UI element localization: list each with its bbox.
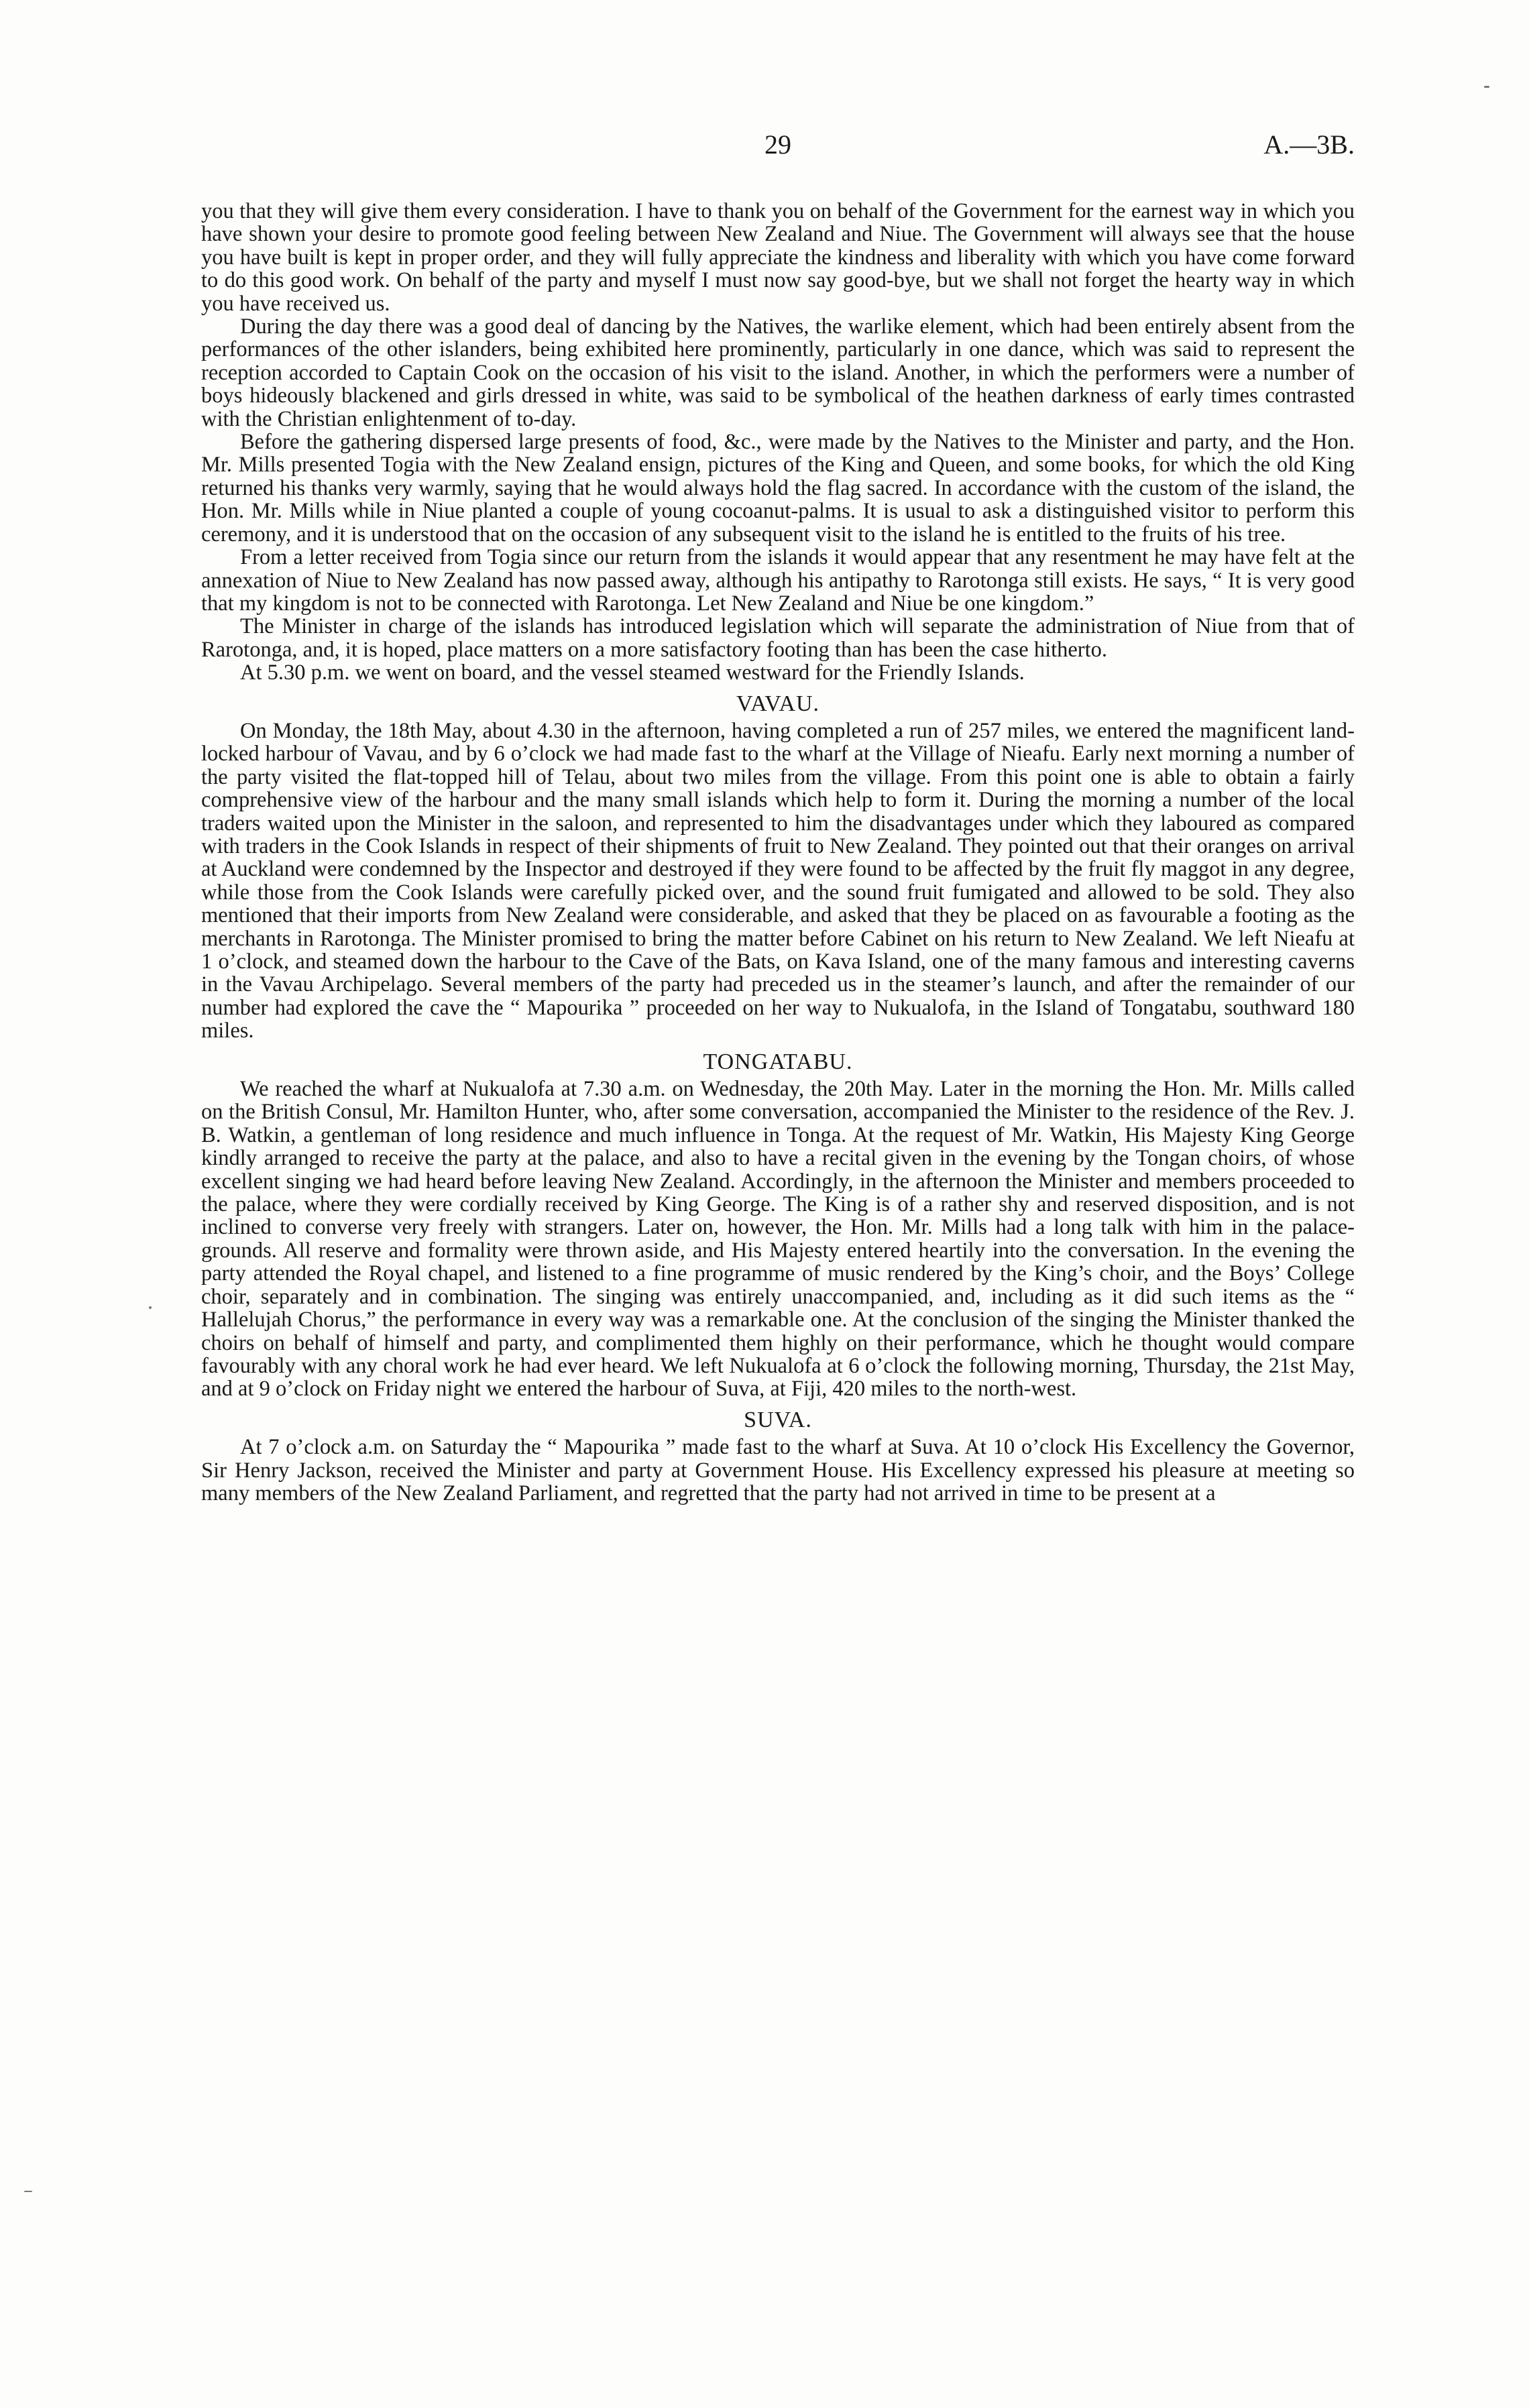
paragraph: During the day there was a good deal of dancing by the Natives, the warlike element, which had been entirely absent from the performances of the other islanders, being exhibited here prominently, particularly in one dance, which was said to represent the reception accorded to Captain Cook on the occasion of his visit to the island. Another, in which the performers were a number of boys hideously blackened and girls dressed in white, was said to be symbolical of the heathen darkness of early times contrasted with the Christian enlightenment of to-day. bbox=[201, 314, 1355, 431]
page-body bbox=[201, 200, 1355, 1505]
document-reference: A.—3B. bbox=[1263, 129, 1355, 160]
paragraph: you that they will give them every consideration. I have to thank you on behalf of the Government for the earnest way in which you have shown your desire to promote good feeling between New Zealand and Niue. The Government will always see that the house you have built is kept in proper order, and they will fully appreciate the kindness and liberality with which you have come forward to do this good work. On behalf of the party and myself I must now say good-bye, but we shall not forget the hearty way in which you have received us. bbox=[201, 199, 1355, 316]
page-number: 29 bbox=[764, 129, 791, 160]
scan-mark bbox=[24, 2191, 32, 2192]
section-heading-vavau: VAVAU. bbox=[736, 691, 820, 716]
section-heading-tongatabu: TONGATABU. bbox=[703, 1049, 853, 1074]
scan-mark bbox=[149, 1306, 152, 1309]
section-heading-suva: SUVA. bbox=[744, 1407, 812, 1432]
scan-mark bbox=[1484, 86, 1489, 88]
paragraph: Before the gathering dispersed large presents of food, &c., were made by the Natives to the Minister and party, and the Hon. Mr. Mills presented Togia with the New Zealand ensign, pictures of the King and Queen, and some books, for which the old King returned his thanks very warmly, saying that he would always hold the flag sacred. In accordance with the custom of the island, the Hon. Mr. Mills while in Niue planted a couple of young cocoanut-palms. It is usual to ask a distinguished visitor to perform this ceremony, and it is understood that on the occasion of any subsequent visit to the island he is entitled to the fruits of his tree. bbox=[201, 430, 1355, 547]
paragraph: At 5.30 p.m. we went on board, and the vessel steamed westward for the Friendly Islands. bbox=[240, 661, 1025, 685]
paragraph: We reached the wharf at Nukualofa at 7.30 a.m. on Wednesday, the 20th May. Later in the morning the Hon. Mr. Mills called on the British Consul, Mr. Hamilton Hunter, who, after some conversation, accompanied the Minister to the residence of the Rev. J. B. Watkin, a gentleman of long residence and much influence in Tonga. At the request of Mr. Watkin, His Majesty King George kindly arranged to receive the party at the palace, and also to have a recital given in the evening by the Tongan choirs, of whose excellent singing we had heard before leaving New Zealand. Accordingly, in the afternoon the Minister and members proceeded to the palace, where they were cordially received by King George. The King is of a rather shy and reserved disposition, and is not inclined to converse very freely with strangers. Later on, however, the Hon. Mr. Mills had a long talk with him in the palace-grounds. All reserve and formality were thrown aside, and His Majesty entered heartily into the conversation. In the evening the party attended the Royal chapel, and listened to a fine programme of music rendered by the King’s choir, and the Boys’ College choir, separately and in combination. The singing was entirely unaccompanied, and, including as it did such items as the “ Hallelujah Chorus,” the performance in every way was a remarkable one. At the conclusion of the singing the Minister thanked the choirs on behalf of himself and party, and complimented them highly on their performance, which he thought would compare favourably with any choral work he had ever heard. We left Nukualofa at 6 o’clock the following morning, Thursday, the 21st May, and at 9 o’clock on Friday night we entered the harbour of Suva, at Fiji, 420 miles to the north-west. bbox=[201, 1077, 1355, 1401]
paragraph: From a letter received from Togia since our return from the islands it would appear that any resentment he may have felt at the annexation of Niue to New Zealand has now passed away, although his antipathy to Rarotonga still exists. He says, “ It is very good that my kingdom is not to be connected with Rarotonga. Let New Zealand and Niue be one kingdom.” bbox=[201, 545, 1355, 616]
paragraph: On Monday, the 18th May, about 4.30 in the afternoon, having completed a run of 257 miles, we entered the magnificent land-locked harbour of Vavau, and by 6 o’clock we had made fast to the wharf at the Village of Nieafu. Early next morning a number of the party visited the flat-topped hill of Telau, about two miles from the village. From this point one is able to obtain a fairly comprehensive view of the harbour and the many small islands which help to form it. During the morning a number of the local traders waited upon the Minister in the saloon, and represented to him the disadvantages under which they laboured as compared with traders in the Cook Islands in respect of their shipments of fruit to New Zealand. They pointed out that their oranges on arrival at Auckland were condemned by the Inspector and destroyed if they were found to be affected by the fruit fly maggot in any degree, while those from the Cook Islands were carefully picked over, and the sound fruit fumigated and allowed to be sold. They also mentioned that their imports from New Zealand were considerable, and asked that they be placed on as favourable a footing as the merchants in Rarotonga. The Minister promised to bring the matter before Cabinet on his return to New Zealand. We left Nieafu at 1 o’clock, and steamed down the harbour to the Cave of the Bats, on Kava Island, one of the many famous and interesting caverns in the Vavau Archipelago. Several members of the party had preceded us in the steamer’s launch, and after the remainder of our number had explored the cave the “ Mapourika ” proceeded on her way to Nukualofa, in the Island of Tongatabu, southward 180 miles. bbox=[201, 718, 1355, 1043]
paragraph: At 7 o’clock a.m. on Saturday the “ Mapourika ” made fast to the wharf at Suva. At 10 o’clock His Excellency the Governor, Sir Henry Jackson, received the Minister and party at Government House. His Excellency expressed his pleasure at meeting so many members of the New Zealand Parliament, and regretted that the party had not arrived in time to be present at a bbox=[201, 1435, 1355, 1505]
page-header bbox=[201, 129, 1355, 169]
paragraph: The Minister in charge of the islands has introduced legislation which will separate the administration of Niue from that of Rarotonga, and, it is hoped, place matters on a more satisfactory footing than has been the case hitherto. bbox=[201, 614, 1355, 662]
